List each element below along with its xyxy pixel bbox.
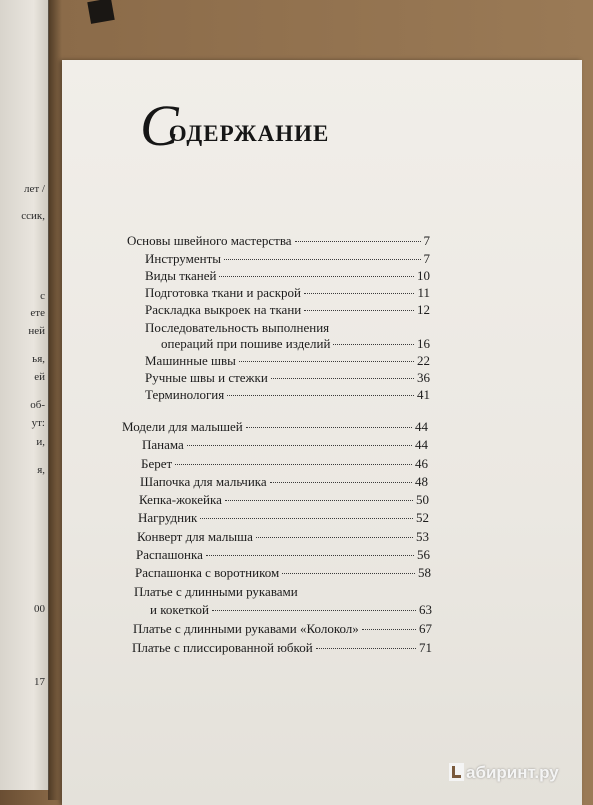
toc-entry [132,640,432,656]
toc-entry [137,529,429,545]
toc-entry [142,437,428,453]
toc-entry [145,387,430,403]
toc-entry-page: 63 [419,602,432,617]
left-page-fragment: 00 [34,603,45,615]
toc-entry-page: 41 [417,387,430,402]
toc-entry-label: Инструменты [145,251,221,266]
toc-entry [141,456,428,472]
left-page-fragment: ут: [31,417,45,429]
toc-entry-label: операций при пошиве изделий [161,336,331,351]
toc-entry-page: 16 [417,336,430,351]
title-rest: ОДЕРЖАНИЕ [168,121,330,146]
toc-entry [150,602,432,618]
toc-entry-label: Последовательность выполнения [145,320,330,335]
watermark [449,763,559,783]
toc-entry [122,419,428,435]
toc-entry [136,547,430,563]
toc-entry [135,565,431,581]
left-page-fragment: ссик, [21,210,45,222]
toc-entry-page: 48 [415,474,428,489]
left-page-fragment: ья, [32,353,45,365]
toc-entry [161,336,430,352]
toc-entry-label: Нагрудник [138,510,198,525]
labirint-logo-icon [449,763,464,781]
toc-entry [127,233,430,249]
toc-entry-label: Распашонка с воротником [135,565,280,580]
toc-entry-page: 52 [416,510,429,525]
left-page-fragment: ней [28,325,45,337]
toc-entry-page: 44 [415,437,428,452]
watermark-text: абиринт.ру [466,763,559,782]
toc-entry-label: Ручные швы и стежки [145,370,268,385]
toc-entry-page: 7 [423,251,430,266]
toc-entry-page: 46 [415,456,428,471]
toc-entry [138,510,429,526]
toc-entry-label: и кокеткой [150,602,209,617]
toc-entry-label: Шапочка для мальчика [140,474,267,489]
toc-entry-label: Основы швейного мастерства [127,233,292,248]
toc-entry [145,268,430,284]
toc-entry-page: 36 [417,370,430,385]
toc-entry [145,302,430,318]
left-page-fragment: ете [30,307,45,319]
left-page-fragment: ей [34,371,45,383]
toc-entry-label: Распашонка [136,547,203,562]
toc-entry-label: Платье с длинными рукавами «Колокол» [133,621,359,636]
toc-entry [145,320,329,336]
left-page-fragment: с [40,290,45,302]
toc-entry-label: Платье с плиссированной юбкой [132,640,313,655]
toc-entry-page: 50 [416,492,429,507]
toc-entry [145,251,430,267]
left-page-fragment: лет / [24,183,45,195]
toc-entry [133,621,432,637]
toc-entry-label: Машинные швы [145,353,236,368]
toc-entry [145,370,430,386]
toc-entry-label: Платье с длинными рукавами [134,584,298,599]
toc-entry-label: Кепка-жокейка [139,492,222,507]
toc-entry-label: Модели для малышей [122,419,243,434]
toc-entry [145,285,430,301]
toc-entry-page: 10 [417,268,430,283]
toc-entry-page: 67 [419,621,432,636]
toc-entry-label: Раскладка выкроек на ткани [145,302,302,317]
toc-entry-page: 53 [416,529,429,544]
toc-entry-label: Конверт для малыша [137,529,253,544]
toc-entry-page: 56 [417,547,430,562]
toc-entry [134,584,298,600]
toc-entry-label: Панама [142,437,184,452]
toc-entry [140,474,428,490]
left-page-fragment: об- [30,399,45,411]
toc-entry-page: 58 [418,565,431,580]
toc-entry-page: 11 [417,285,430,300]
toc-entry-page: 71 [419,640,432,655]
toc-entry-page: 12 [417,302,430,317]
left-page-fragment: 17 [34,676,45,688]
toc-entry-page: 22 [417,353,430,368]
toc-entry-page: 7 [423,233,430,248]
title-initial: С [140,93,177,158]
left-page-fragment: и, [36,436,45,448]
toc-entry-page: 44 [415,419,428,434]
toc-entry [139,492,429,508]
left-page-fragment: я, [37,464,45,476]
toc-entry-label: Подготовка ткани и раскрой [145,285,302,300]
toc-entry-label: Терминология [145,387,225,402]
toc-entry-label: Виды тканей [145,268,217,283]
toc-entry-label: Берет [141,456,173,471]
toc-entry [145,353,430,369]
